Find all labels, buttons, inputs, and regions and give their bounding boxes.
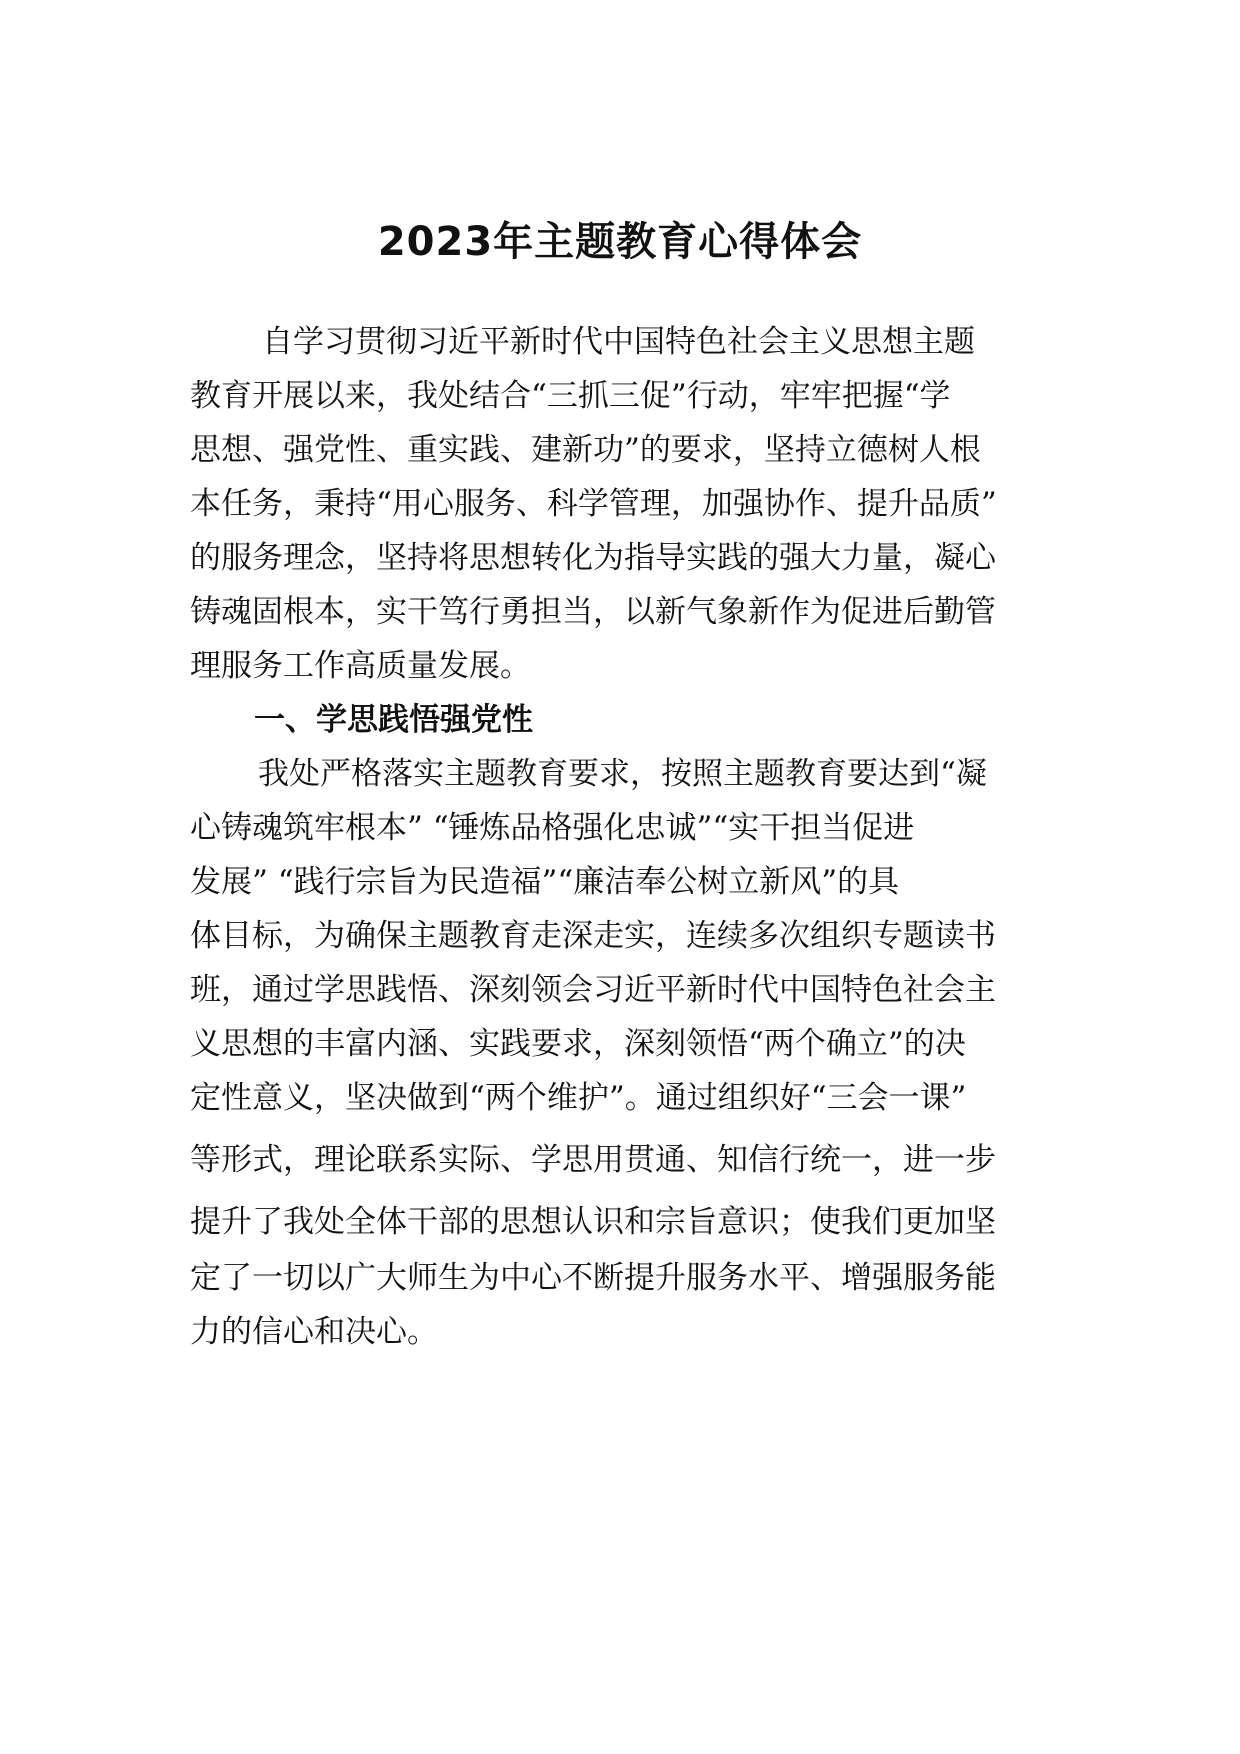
section-line: 体目标，为确保主题教育走深走实，连续多次组织专题读书 [190,918,996,954]
intro-line: 自学习贯彻习近平新时代中国特色社会主义思想主题 [262,324,975,360]
section-line: 发展” “践行宗旨为民造福”“廉洁奉公树立新风”的具 [190,864,900,900]
section-line: 定了一切以广大师生为中心不断提升服务水平、增强服务能 [190,1260,996,1296]
intro-line: 铸魂固根本，实干笃行勇担当，以新气象新作为促进后勤管 [190,594,996,630]
intro-line: 理服务工作高质量发展。 [190,648,531,684]
section-heading: 一、学思践悟强党性 [254,702,533,738]
intro-line: 的服务理念，坚持将思想转化为指导实践的强大力量，凝心 [190,540,996,576]
section-line: 心铸魂筑牢根本” “锤炼品格强化忠诚”“实干担当促进 [190,810,915,846]
section-line: 定性意义，坚决做到“两个维护”。通过组织好“三会一课” [190,1080,967,1116]
intro-line: 教育开展以来，我处结合“三抓三促”行动，牢牢把握“学 [190,378,951,414]
section-line: 义思想的丰富内涵、实践要求，深刻领悟“两个确立”的决 [190,1026,966,1062]
section-line: 提升了我处全体干部的思想认识和宗旨意识；使我们更加坚 [190,1204,996,1240]
section-line: 力的信心和决心。 [190,1314,438,1350]
section-line: 班，通过学思践悟、深刻领会习近平新时代中国特色社会主 [190,972,996,1008]
section-line: 等形式，理论联系实际、学思用贯通、知信行统一，进一步 [190,1142,996,1178]
intro-line: 思想、强党性、重实践、建新功”的要求，坚持立德树人根 [190,432,981,468]
document-title: 2023年主题教育心得体会 [377,219,863,265]
intro-line: 本任务，秉持“用心服务、科学管理，加强协作、提升品质” [190,486,997,522]
section-line: 我处严格落实主题教育要求，按照主题教育要达到“凝 [258,756,987,792]
